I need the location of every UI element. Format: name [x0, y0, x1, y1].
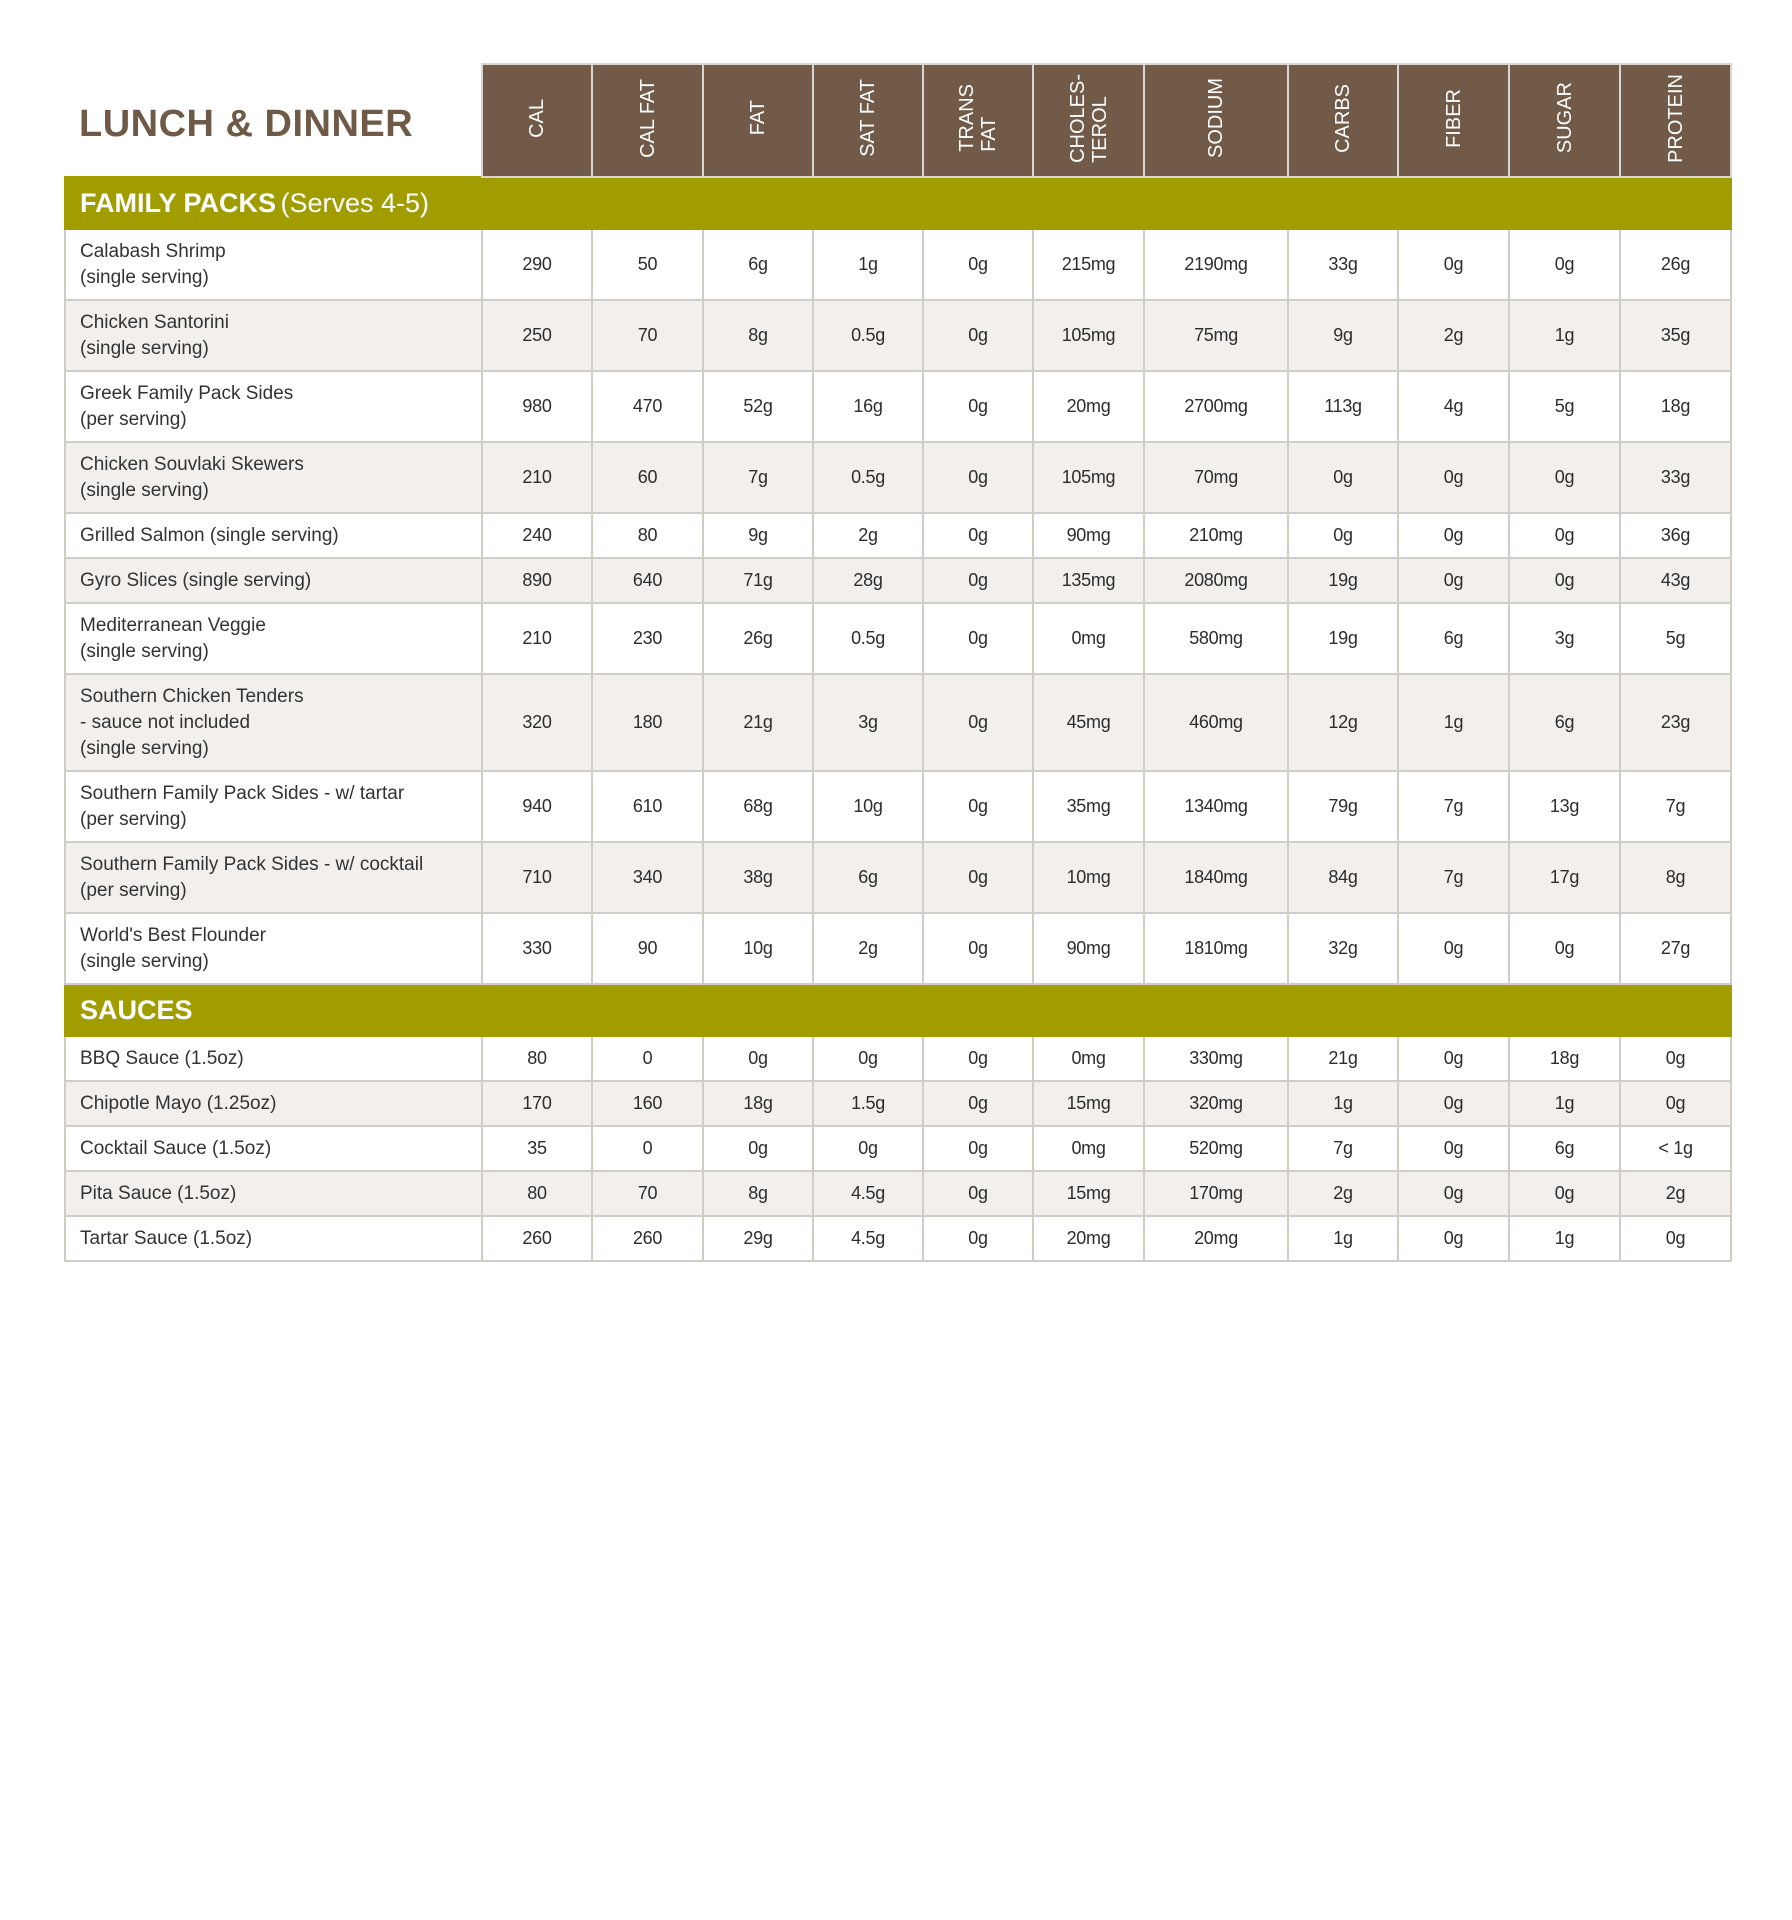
nutrient-value: 0g	[923, 1171, 1033, 1216]
nutrient-value: 80	[482, 1171, 592, 1216]
section-header	[65, 984, 1731, 1036]
item-name: Gyro Slices (single serving)	[65, 558, 482, 603]
nutrient-value: 1g	[1398, 674, 1509, 771]
item-name: Southern Family Pack Sides - w/ cocktail (per serving)	[65, 842, 482, 913]
nutrient-value: 75mg	[1144, 300, 1288, 371]
nutrient-value: 18g	[703, 1081, 813, 1126]
nutrient-value: 10mg	[1033, 842, 1144, 913]
nutrient-value: 0g	[923, 1216, 1033, 1261]
column-header-label: CARBS	[1332, 83, 1354, 153]
nutrient-value: 980	[482, 371, 592, 442]
nutrient-value: 330mg	[1144, 1036, 1288, 1081]
nutrient-value: 0g	[1509, 442, 1620, 513]
column-header	[1398, 64, 1509, 177]
nutrient-value: 60	[592, 442, 703, 513]
nutrient-value: 170mg	[1144, 1171, 1288, 1216]
section-header-row	[65, 177, 1731, 229]
nutrient-value: 0g	[813, 1126, 923, 1171]
nutrient-value: 610	[592, 771, 703, 842]
nutrient-value: 460mg	[1144, 674, 1288, 771]
nutrient-value: 70	[592, 300, 703, 371]
nutrient-value: 230	[592, 603, 703, 674]
nutrient-value: 1g	[1509, 300, 1620, 371]
nutrient-value: 35g	[1620, 300, 1731, 371]
nutrient-value: 710	[482, 842, 592, 913]
item-name: Mediterranean Veggie (single serving)	[65, 603, 482, 674]
nutrient-value: 0g	[1509, 913, 1620, 984]
nutrient-value: 6g	[813, 842, 923, 913]
nutrient-value: 2g	[813, 913, 923, 984]
nutrient-value: 0g	[923, 1126, 1033, 1171]
column-header	[1509, 64, 1620, 177]
nutrient-value: 43g	[1620, 558, 1731, 603]
nutrient-value: 0g	[923, 603, 1033, 674]
nutrient-value: 0g	[1509, 1171, 1620, 1216]
column-header-label: SODIUM	[1205, 78, 1227, 158]
nutrient-value: 38g	[703, 842, 813, 913]
nutrient-value: 7g	[703, 442, 813, 513]
nutrient-value: 20mg	[1144, 1216, 1288, 1261]
nutrient-value: 520mg	[1144, 1126, 1288, 1171]
nutrient-value: 8g	[703, 1171, 813, 1216]
nutrient-value: 0g	[1509, 229, 1620, 300]
item-name: Grilled Salmon (single serving)	[65, 513, 482, 558]
nutrient-value: 35	[482, 1126, 592, 1171]
column-header	[592, 64, 703, 177]
column-header	[482, 64, 592, 177]
nutrient-value: 0mg	[1033, 1126, 1144, 1171]
nutrient-value: 170	[482, 1081, 592, 1126]
nutrient-value: 19g	[1288, 558, 1398, 603]
table-row	[65, 1081, 1731, 1126]
nutrient-value: 0g	[923, 371, 1033, 442]
nutrient-value: 7g	[1398, 771, 1509, 842]
nutrient-value: 0g	[923, 1036, 1033, 1081]
nutrition-table	[64, 63, 1732, 1262]
nutrient-value: 0g	[1509, 513, 1620, 558]
nutrient-value: 50	[592, 229, 703, 300]
nutrient-value: 8g	[1620, 842, 1731, 913]
table-row	[65, 1216, 1731, 1261]
column-header-label: TRANS FAT	[956, 84, 1000, 152]
column-header	[1033, 64, 1144, 177]
nutrient-value: 1g	[1288, 1216, 1398, 1261]
nutrient-value: 0.5g	[813, 442, 923, 513]
nutrient-value: 0.5g	[813, 300, 923, 371]
nutrient-value: 19g	[1288, 603, 1398, 674]
nutrient-value: 29g	[703, 1216, 813, 1261]
section-title: SAUCES	[80, 994, 193, 1025]
nutrient-value: 52g	[703, 371, 813, 442]
nutrient-value: 2g	[813, 513, 923, 558]
nutrient-value: 890	[482, 558, 592, 603]
nutrient-value: 0g	[813, 1036, 923, 1081]
nutrient-value: 0g	[923, 842, 1033, 913]
nutrient-value: 0g	[923, 300, 1033, 371]
nutrient-value: 68g	[703, 771, 813, 842]
nutrient-value: 210mg	[1144, 513, 1288, 558]
table-row	[65, 674, 1731, 771]
nutrient-value: 7g	[1620, 771, 1731, 842]
nutrient-value: 7g	[1288, 1126, 1398, 1171]
page-title: LUNCH & DINNER	[79, 102, 414, 145]
nutrient-value: 2080mg	[1144, 558, 1288, 603]
nutrient-value: 0g	[923, 674, 1033, 771]
nutrient-value: 0	[592, 1036, 703, 1081]
nutrient-value: 0g	[923, 771, 1033, 842]
nutrient-value: 135mg	[1033, 558, 1144, 603]
nutrient-value: 0g	[1288, 513, 1398, 558]
nutrient-value: 0g	[1620, 1036, 1731, 1081]
table-row	[65, 513, 1731, 558]
table-row	[65, 371, 1731, 442]
table-body	[65, 177, 1731, 1261]
nutrient-value: 0g	[923, 442, 1033, 513]
nutrient-value: 20mg	[1033, 371, 1144, 442]
nutrient-value: 0g	[1398, 1081, 1509, 1126]
nutrient-value: 640	[592, 558, 703, 603]
nutrient-value: 0g	[1398, 558, 1509, 603]
nutrient-value: 8g	[703, 300, 813, 371]
nutrient-value: 70	[592, 1171, 703, 1216]
nutrient-value: 320	[482, 674, 592, 771]
column-header-label: SAT FAT	[857, 79, 879, 157]
nutrient-value: 2190mg	[1144, 229, 1288, 300]
nutrient-value: 33g	[1288, 229, 1398, 300]
nutrient-value: 3g	[813, 674, 923, 771]
item-name: Greek Family Pack Sides (per serving)	[65, 371, 482, 442]
nutrient-value: 20mg	[1033, 1216, 1144, 1261]
nutrient-value: 17g	[1509, 842, 1620, 913]
section-header	[65, 177, 1731, 229]
item-name: Cocktail Sauce (1.5oz)	[65, 1126, 482, 1171]
nutrient-value: 7g	[1398, 842, 1509, 913]
nutrient-value: 1g	[1509, 1081, 1620, 1126]
nutrient-value: 80	[592, 513, 703, 558]
nutrient-value: 36g	[1620, 513, 1731, 558]
nutrient-value: 4.5g	[813, 1171, 923, 1216]
column-header-label: FIBER	[1442, 88, 1465, 148]
nutrient-value: 0g	[1398, 1126, 1509, 1171]
nutrient-value: 0	[592, 1126, 703, 1171]
table-row	[65, 558, 1731, 603]
nutrient-value: 105mg	[1033, 442, 1144, 513]
table-row	[65, 442, 1731, 513]
nutrient-value: 290	[482, 229, 592, 300]
nutrient-value: 15mg	[1033, 1171, 1144, 1216]
nutrient-value: 80	[482, 1036, 592, 1081]
nutrient-value: 0g	[1398, 913, 1509, 984]
nutrient-value: 105mg	[1033, 300, 1144, 371]
nutrient-value: 33g	[1620, 442, 1731, 513]
item-name: Pita Sauce (1.5oz)	[65, 1171, 482, 1216]
column-header	[1620, 64, 1731, 177]
nutrient-value: 0g	[1620, 1216, 1731, 1261]
nutrient-value: 9g	[703, 513, 813, 558]
nutrient-value: 210	[482, 603, 592, 674]
title-cell	[65, 64, 482, 177]
nutrient-value: 32g	[1288, 913, 1398, 984]
nutrient-value: 2g	[1288, 1171, 1398, 1216]
table-row	[65, 771, 1731, 842]
nutrient-value: 260	[482, 1216, 592, 1261]
section-subtitle: (Serves 4-5)	[280, 187, 430, 218]
section-header-row	[65, 984, 1731, 1036]
nutrient-value: 320mg	[1144, 1081, 1288, 1126]
nutrient-value: 0g	[1620, 1081, 1731, 1126]
nutrient-value: 23g	[1620, 674, 1731, 771]
table-row	[65, 913, 1731, 984]
nutrient-value: 1840mg	[1144, 842, 1288, 913]
nutrient-value: 12g	[1288, 674, 1398, 771]
nutrient-value: 0g	[923, 1081, 1033, 1126]
nutrient-value: 84g	[1288, 842, 1398, 913]
item-name: Calabash Shrimp (single serving)	[65, 229, 482, 300]
item-name: Southern Chicken Tenders - sauce not included (single serving)	[65, 674, 482, 771]
item-name: World's Best Flounder (single serving)	[65, 913, 482, 984]
nutrient-value: 0g	[923, 913, 1033, 984]
nutrient-value: 28g	[813, 558, 923, 603]
nutrient-value: 1340mg	[1144, 771, 1288, 842]
nutrient-value: 6g	[703, 229, 813, 300]
column-header	[1144, 64, 1288, 177]
nutrient-value: 3g	[1509, 603, 1620, 674]
item-name: Chipotle Mayo (1.25oz)	[65, 1081, 482, 1126]
nutrient-value: 35mg	[1033, 771, 1144, 842]
item-name: Tartar Sauce (1.5oz)	[65, 1216, 482, 1261]
nutrient-value: 4.5g	[813, 1216, 923, 1261]
item-name: Chicken Souvlaki Skewers (single serving)	[65, 442, 482, 513]
nutrient-value: 26g	[703, 603, 813, 674]
table-row	[65, 1126, 1731, 1171]
column-header	[813, 64, 923, 177]
nutrient-value: 45mg	[1033, 674, 1144, 771]
nutrient-value: 1g	[1509, 1216, 1620, 1261]
table-row	[65, 229, 1731, 300]
nutrient-value: 18g	[1509, 1036, 1620, 1081]
nutrient-value: 0mg	[1033, 1036, 1144, 1081]
nutrient-value: 0g	[1398, 442, 1509, 513]
nutrient-value: 0g	[703, 1036, 813, 1081]
nutrient-value: 940	[482, 771, 592, 842]
nutrient-value: 0g	[923, 513, 1033, 558]
nutrient-value: 2g	[1398, 300, 1509, 371]
nutrient-value: 5g	[1509, 371, 1620, 442]
nutrient-value: 470	[592, 371, 703, 442]
nutrient-value: 180	[592, 674, 703, 771]
column-header	[1288, 64, 1398, 177]
table-row	[65, 300, 1731, 371]
nutrient-value: 0g	[1398, 1171, 1509, 1216]
column-header-label: CAL	[526, 98, 548, 138]
nutrient-value: 21g	[703, 674, 813, 771]
nutrient-value: 0mg	[1033, 603, 1144, 674]
nutrient-value: < 1g	[1620, 1126, 1731, 1171]
nutrient-value: 71g	[703, 558, 813, 603]
nutrient-value: 79g	[1288, 771, 1398, 842]
nutrient-value: 10g	[703, 913, 813, 984]
column-header-label: CAL FAT	[636, 78, 659, 158]
nutrient-value: 2g	[1620, 1171, 1731, 1216]
table-row	[65, 1036, 1731, 1081]
nutrient-value: 90	[592, 913, 703, 984]
table-row	[65, 842, 1731, 913]
item-name: BBQ Sauce (1.5oz)	[65, 1036, 482, 1081]
nutrient-value: 4g	[1398, 371, 1509, 442]
nutrient-value: 0g	[1398, 1216, 1509, 1261]
item-name: Southern Family Pack Sides - w/ tartar (per serving)	[65, 771, 482, 842]
table-row	[65, 1171, 1731, 1216]
nutrient-value: 0g	[1398, 1036, 1509, 1081]
nutrient-value: 340	[592, 842, 703, 913]
section-title: FAMILY PACKS	[80, 187, 277, 218]
item-name: Chicken Santorini (single serving)	[65, 300, 482, 371]
nutrient-value: 0g	[1288, 442, 1398, 513]
nutrient-value: 6g	[1509, 1126, 1620, 1171]
column-header-label: CHOLES- TEROL	[1066, 73, 1111, 163]
nutrient-value: 1810mg	[1144, 913, 1288, 984]
nutrient-value: 215mg	[1033, 229, 1144, 300]
nutrient-value: 0g	[703, 1126, 813, 1171]
nutrient-value: 210	[482, 442, 592, 513]
nutrient-value: 15mg	[1033, 1081, 1144, 1126]
column-header-label: FAT	[747, 100, 769, 136]
nutrient-value: 580mg	[1144, 603, 1288, 674]
nutrient-value: 0g	[923, 558, 1033, 603]
column-header-row	[65, 64, 1731, 177]
nutrient-value: 250	[482, 300, 592, 371]
nutrient-value: 27g	[1620, 913, 1731, 984]
nutrient-value: 1.5g	[813, 1081, 923, 1126]
nutrient-value: 18g	[1620, 371, 1731, 442]
nutrient-value: 5g	[1620, 603, 1731, 674]
table-row	[65, 603, 1731, 674]
nutrient-value: 2700mg	[1144, 371, 1288, 442]
nutrient-value: 21g	[1288, 1036, 1398, 1081]
nutrient-value: 260	[592, 1216, 703, 1261]
nutrient-value: 240	[482, 513, 592, 558]
nutrient-value: 0g	[923, 229, 1033, 300]
nutrient-value: 16g	[813, 371, 923, 442]
nutrient-value: 330	[482, 913, 592, 984]
nutrient-value: 1g	[1288, 1081, 1398, 1126]
nutrient-value: 10g	[813, 771, 923, 842]
nutrient-value: 0.5g	[813, 603, 923, 674]
nutrient-value: 0g	[1398, 229, 1509, 300]
column-header	[923, 64, 1033, 177]
nutrient-value: 13g	[1509, 771, 1620, 842]
nutrient-value: 1g	[813, 229, 923, 300]
nutrient-value: 26g	[1620, 229, 1731, 300]
nutrient-value: 6g	[1509, 674, 1620, 771]
column-header-label: PROTEIN	[1664, 73, 1687, 163]
column-header-label: SUGAR	[1553, 82, 1576, 154]
nutrient-value: 90mg	[1033, 913, 1144, 984]
nutrient-value: 70mg	[1144, 442, 1288, 513]
nutrient-value: 0g	[1398, 513, 1509, 558]
nutrient-value: 6g	[1398, 603, 1509, 674]
nutrient-value: 9g	[1288, 300, 1398, 371]
nutrient-value: 160	[592, 1081, 703, 1126]
nutrient-value: 0g	[1509, 558, 1620, 603]
nutrient-value: 113g	[1288, 371, 1398, 442]
nutrient-value: 90mg	[1033, 513, 1144, 558]
column-header	[703, 64, 813, 177]
